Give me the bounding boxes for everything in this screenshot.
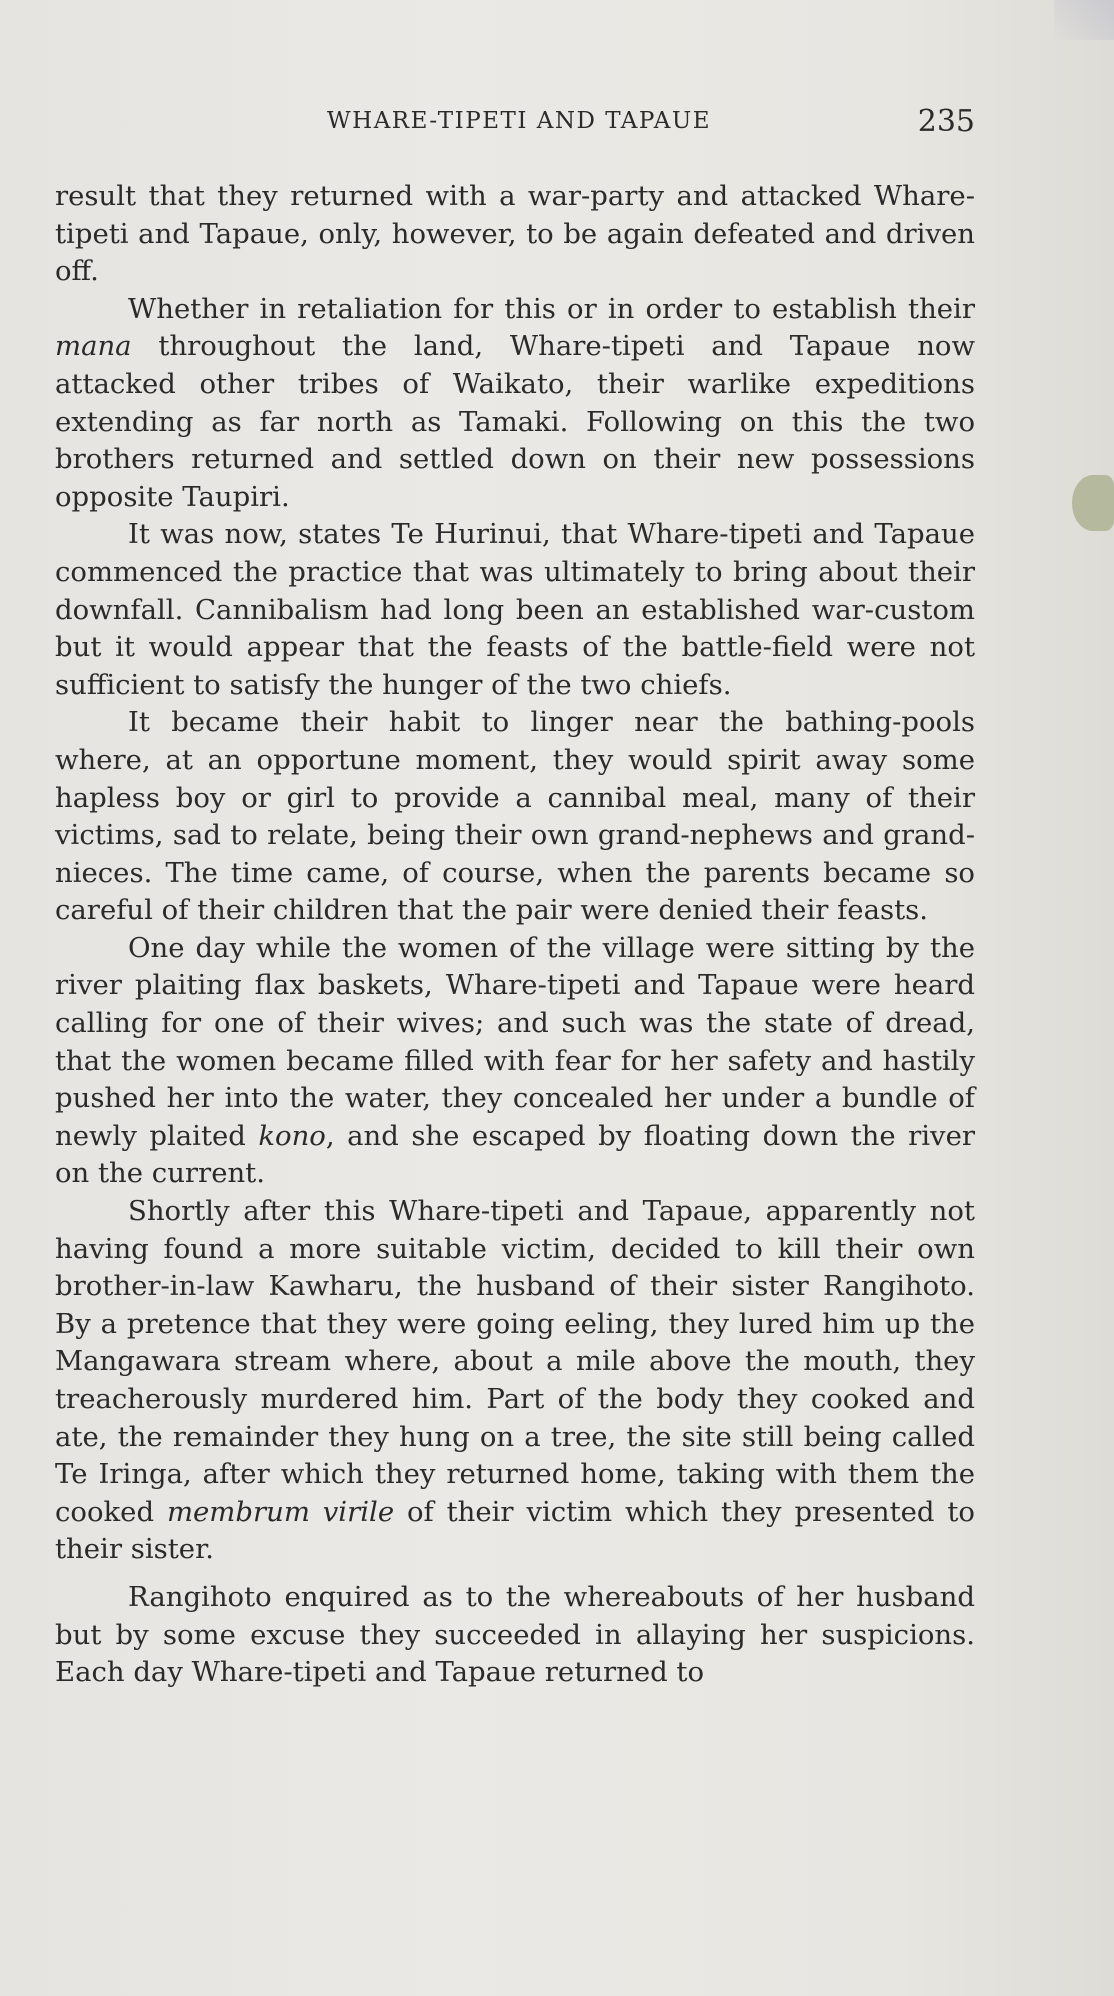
text-run: Whether in retaliation for this or in order to establish their xyxy=(128,292,975,325)
body-text xyxy=(55,178,975,1692)
italic-term: kono xyxy=(258,1119,326,1152)
text-run: throughout the land, Whare-tipeti and Tapaue now attacked other tribes of Waikato, their warlike expeditions extending as far north as Tamaki. Following on this the two brothers returned and settled down on their new possessions opposite Taupiri. xyxy=(55,330,975,513)
page-number: 235 xyxy=(917,104,975,139)
running-title: WHARE-TIPETI AND TAPAUE xyxy=(327,108,712,134)
text-run: result that they returned with a war-party and attacked Whare-tipeti and Tapaue, only, however, to be again defeated and driven off. xyxy=(55,180,975,288)
text-run: One day while the women of the village were sitting by the river plaiting flax baskets, Whare-tipeti and Tapaue were heard calling for one of their wives; and such was the state of dread, that the women became filled with fear for her safety and hastily pushed her into the water, they concealed her under a bundle of newly plaited xyxy=(55,931,975,1152)
running-header xyxy=(55,104,975,148)
text-run: Shortly after this Whare-tipeti and Tapaue, apparently not having found a more suitable victim, decided to kill their own brother-in-law Kawharu, the husband of their sister Rangihoto. By a pretence that they were going eeling, they lured him up the Mangawara stream where, about a mile above the mouth, they treacherously murdered him. Part of the body they cooked and ate, the remainder they hung on a tree, the site still being called Te Iringa, after which they returned home, taking with them the cooked xyxy=(55,1195,975,1528)
paragraph-3 xyxy=(55,516,975,704)
text-run: It became their habit to linger near the bathing-pools where, at an opportune moment, they would spirit away some hapless boy or girl to provide a cannibal meal, many of their victims, sad to relate, being their own grand-nephews and grand-nieces. The time came, of course, when the parents became so careful of their children that the pair were denied their feasts. xyxy=(55,706,975,927)
text-run: , and she escaped by floating down the river on the current. xyxy=(55,1119,975,1190)
text-run: of their victim which they presented to their sister. xyxy=(55,1495,975,1566)
paragraph-4 xyxy=(55,704,975,930)
italic-term: membrum virile xyxy=(166,1495,395,1528)
page-stain xyxy=(1072,475,1114,531)
italic-term: mana xyxy=(55,330,132,363)
paragraph-6 xyxy=(55,1193,975,1569)
paragraph-1 xyxy=(55,178,975,291)
paragraph-5 xyxy=(55,930,975,1193)
paragraph-2 xyxy=(55,291,975,517)
text-run: Rangihoto enquired as to the whereabouts of her husband but by some excuse they succeeded in allaying her suspicions. Each day Whare-tipeti and Tapaue returned to xyxy=(55,1580,975,1689)
page-corner-shadow xyxy=(1054,0,1114,40)
text-run: It was now, states Te Hurinui, that Whare-tipeti and Tapaue commenced the practice that was ultimately to bring about their downfall. Cannibalism had long been an established war-custom but it would appear that the feasts of the battle-field were not sufficient to satisfy the hunger of the two chiefs. xyxy=(55,518,975,701)
paragraph-7 xyxy=(55,1579,975,1692)
